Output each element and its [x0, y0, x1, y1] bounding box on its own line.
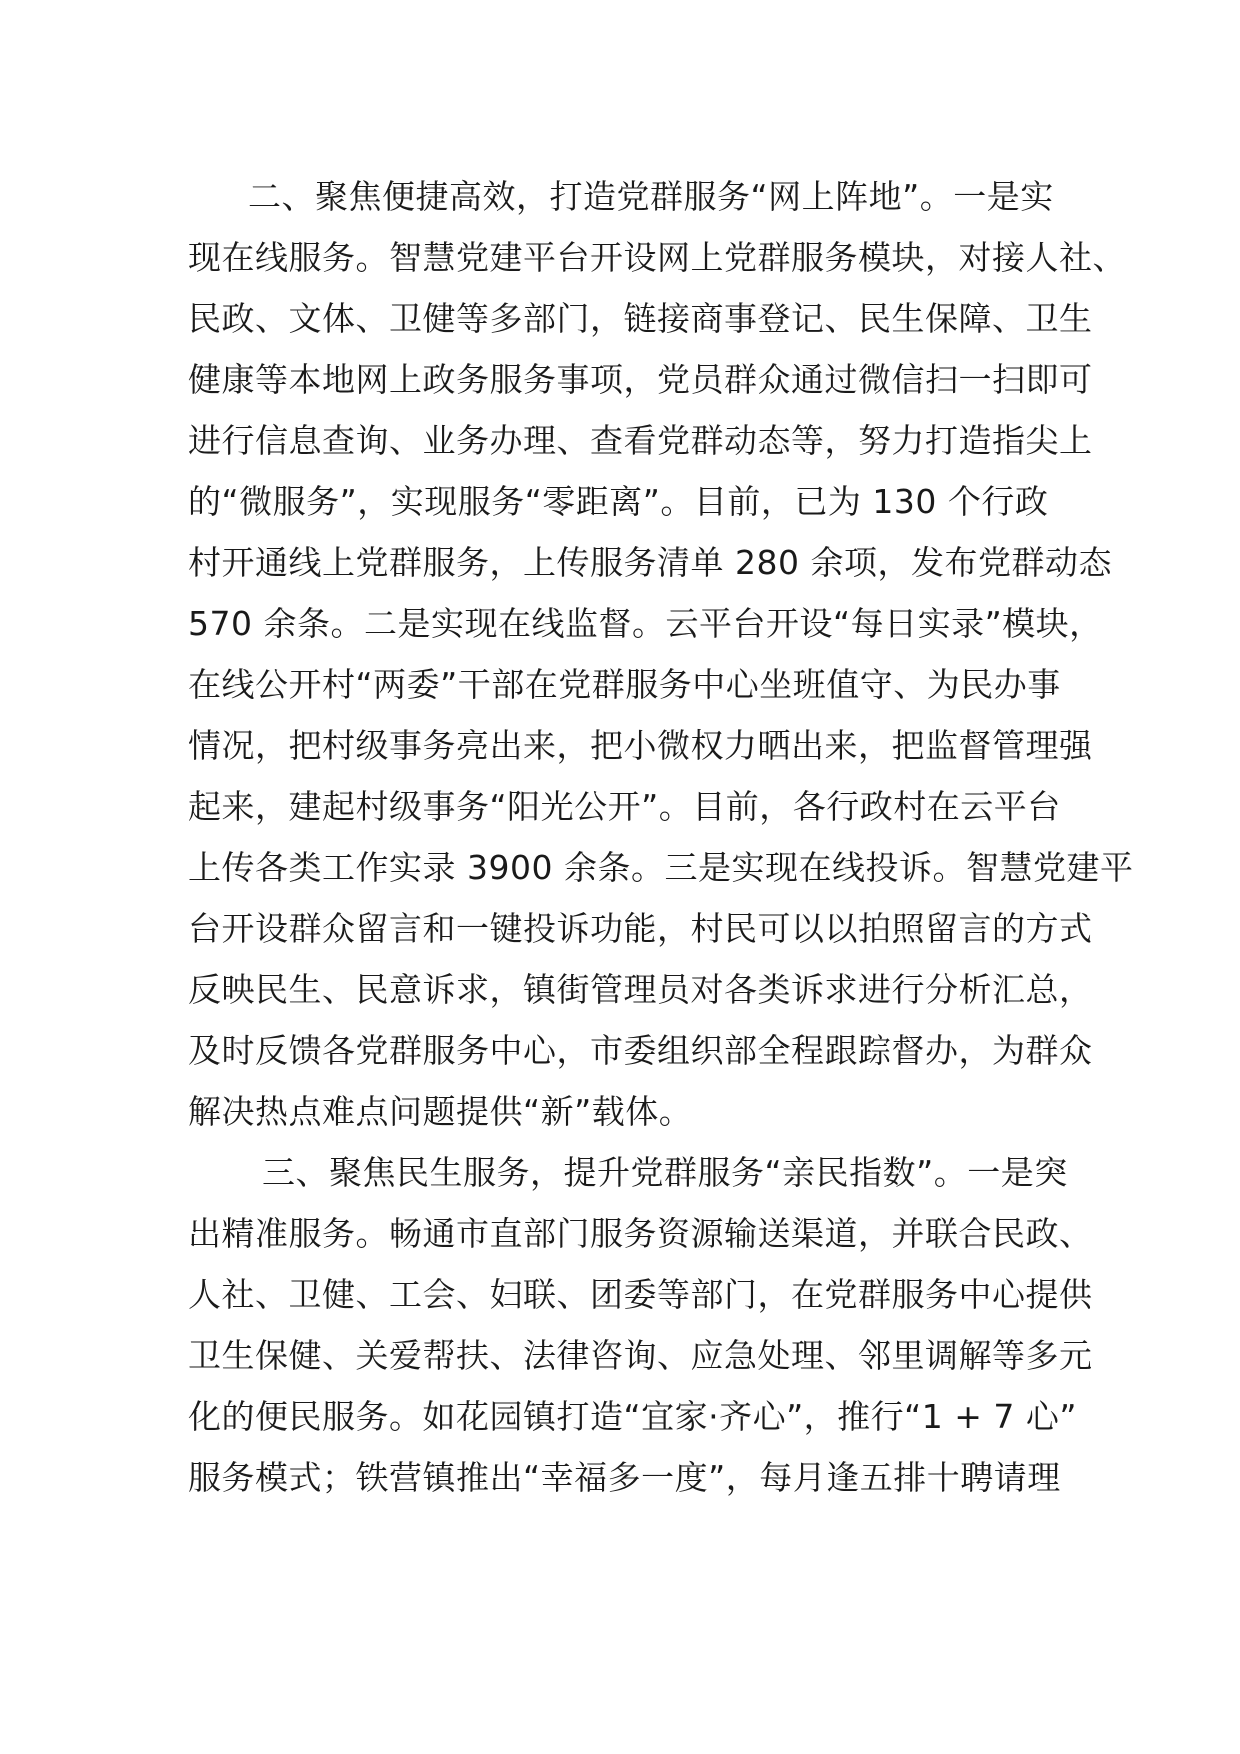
- paragraph-3-line-6: 服务模式；铁营镇推出“幸福多一度”，每月逢五排十聘请理: [188, 1458, 1061, 1497]
- paragraph-2-line-6: 的“微服务”，实现服务“零距离”。目前，已为 130 个行政: [188, 482, 1049, 521]
- paragraph-2-line-14: 反映民生、民意诉求，镇街管理员对各类诉求进行分析汇总，: [188, 970, 1093, 1009]
- paragraph-2-line-10: 情况，把村级事务亮出来，把小微权力晒出来，把监督管理强: [188, 726, 1093, 765]
- paragraph-2-line-2: 现在线服务。智慧党建平台开设网上党群服务模块，对接人社、: [188, 238, 1126, 277]
- paragraph-2-line-12: 上传各类工作实录 3900 余条。三是实现在线投诉。智慧党建平: [188, 848, 1134, 887]
- paragraph-3-line-1: 三、聚焦民生服务，提升党群服务“亲民指数”。一是突: [262, 1153, 1068, 1192]
- paragraph-2-line-16: 解决热点难点问题提供“新”载体。: [188, 1092, 693, 1131]
- paragraph-3-line-3: 人社、卫健、工会、妇联、团委等部门，在党群服务中心提供: [188, 1275, 1093, 1314]
- paragraph-2-line-11: 起来，建起村级事务“阳光公开”。目前，各行政村在云平台: [188, 787, 1061, 826]
- paragraph-3-line-2: 出精准服务。畅通市直部门服务资源输送渠道，并联合民政、: [188, 1214, 1093, 1253]
- paragraph-2-line-1: 二、聚焦便捷高效，打造党群服务“网上阵地”。一是实: [248, 177, 1054, 216]
- paragraph-2-line-7: 村开通线上党群服务，上传服务清单 280 余项，发布党群动态: [188, 543, 1112, 582]
- paragraph-2-line-9: 在线公开村“两委”干部在党群服务中心坐班值守、为民办事: [188, 665, 1061, 704]
- paragraph-2-line-15: 及时反馈各党群服务中心，市委组织部全程跟踪督办，为群众: [188, 1031, 1093, 1070]
- paragraph-2-line-13: 台开设群众留言和一键投诉功能，村民可以以拍照留言的方式: [188, 909, 1093, 948]
- paragraph-2-line-4: 健康等本地网上政务服务事项，党员群众通过微信扫一扫即可: [188, 360, 1093, 399]
- paragraph-2-line-5: 进行信息查询、业务办理、查看党群动态等，努力打造指尖上: [188, 421, 1093, 460]
- paragraph-3-line-5: 化的便民服务。如花园镇打造“宜家·齐心”，推行“1 + 7 心”: [188, 1397, 1077, 1436]
- paragraph-3-line-4: 卫生保健、关爱帮扶、法律咨询、应急处理、邻里调解等多元: [188, 1336, 1093, 1375]
- paragraph-2-line-3: 民政、文体、卫健等多部门，链接商事登记、民生保障、卫生: [188, 299, 1093, 338]
- paragraph-2-line-8: 570 余条。二是实现在线监督。云平台开设“每日实录”模块，: [188, 604, 1103, 643]
